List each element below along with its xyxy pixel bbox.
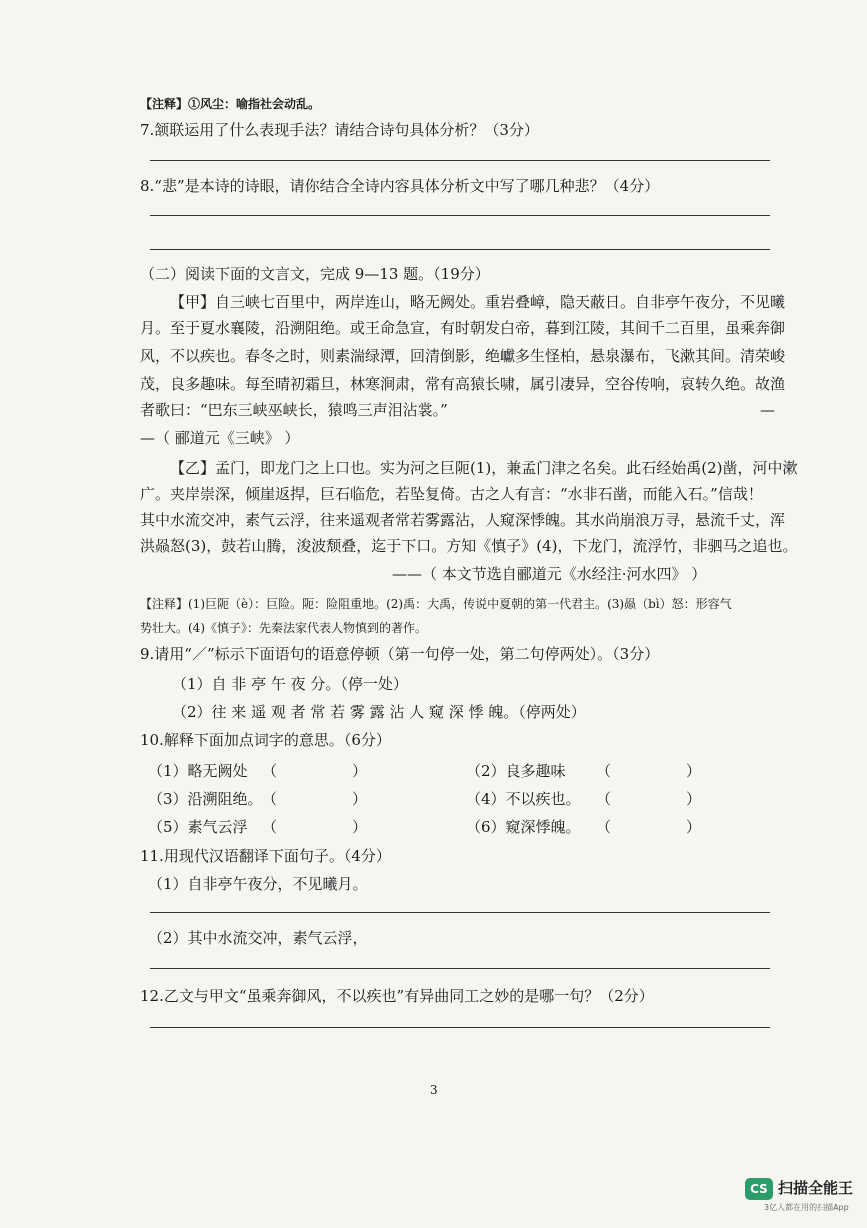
q10-item: （3）沿溯阻绝。: [148, 790, 263, 808]
answer-line[interactable]: [150, 968, 770, 969]
question-8: 8.“悲”是本诗的诗眼，请你结合全诗内容具体分析文中写了哪几种悲？（4分）: [140, 177, 660, 195]
poem-note: 【注释】①风尘：喻指社会动乱。: [140, 97, 321, 111]
yi-text-line: 其中水流交冲，素气云浮，往来遥观者常若雾露沾，人窥深悸魄。其水尚崩浪万寻，悬流千丈，浑: [140, 511, 786, 529]
answer-blank[interactable]: （ ）: [596, 790, 702, 808]
answer-blank[interactable]: （ ）: [262, 790, 368, 808]
jia-source: —（ 郦道元《三峡》 ）: [140, 429, 300, 447]
question-9: 9.请用“／”标示下面语句的语意停顿（第一句停一处，第二句停两处）。（3分）: [140, 645, 660, 663]
jia-text-line: 【甲】自三峡七百里中，两岸连山，略无阙处。重岩叠嶂，隐天蔽日。自非亭午夜分，不见曦: [170, 293, 786, 311]
yi-source: ——（ 本文节选自郦道元《水经注·河水四》 ）: [392, 565, 707, 583]
q10-item: （1）略无阙处: [148, 762, 248, 780]
answer-blank[interactable]: （ ）: [596, 818, 702, 836]
q9-item: （2）往 来 遥 观 者 常 若 雾 露 沾 人 窥 深 悸 魄。（停两处）: [172, 703, 586, 721]
q10-item: （5）素气云浮: [148, 818, 248, 836]
page-number: 3: [430, 1083, 438, 1097]
q10-item: （6）窥深悸魄。: [466, 818, 581, 836]
jia-text-line: 风，不以疾也。春冬之时，则素湍绿潭，回清倒影，绝巘多生怪柏，悬泉瀑布，飞漱其间。清荣峻: [140, 347, 786, 365]
answer-line[interactable]: [150, 249, 770, 250]
answer-line[interactable]: [150, 1027, 770, 1028]
note-line: 势壮大。(4)《慎子》：先秦法家代表人物慎到的著作。: [140, 621, 428, 635]
jia-text-line: 茂，良多趣味。每至晴初霜旦，林寒涧肃，常有高猿长啸，属引凄异，空谷传响，哀转久绝。故渔: [140, 375, 786, 393]
answer-blank[interactable]: （ ）: [262, 818, 368, 836]
note-line: 【注释】(1)巨阨（è）：巨险。阨：险阻重地。(2)禹：大禹，传说中夏朝的第一代君主。(3)赑（bì）怒：形容气: [140, 597, 732, 611]
section-heading: （二）阅读下面的文言文，完成 9—13 题。（19分）: [140, 265, 490, 283]
camscanner-name: 扫描全能王: [778, 1179, 854, 1197]
yi-text-line: 广。夹岸崇深，倾崖返捍，巨石临危，若坠复倚。古之人有言：“水非石凿，而能入石。”信哉！: [140, 485, 763, 503]
question-7: 7.颔联运用了什么表现手法？请结合诗句具体分析？（3分）: [140, 121, 539, 139]
q9-item: （1）自 非 亭 午 夜 分。（停一处）: [172, 675, 408, 693]
answer-blank[interactable]: （ ）: [262, 762, 368, 780]
answer-line[interactable]: [150, 160, 770, 161]
camscanner-tagline: 3亿人都在用的扫描App: [764, 1203, 849, 1212]
q10-item: （2）良多趣味: [466, 762, 566, 780]
question-12: 12.乙文与甲文“虽乘奔御风，不以疾也”有异曲同工之妙的是哪一句？（2分）: [140, 987, 654, 1005]
jia-text-line: 月。至于夏水襄陵，沿溯阻绝。或王命急宣，有时朝发白帝，暮到江陵，其间千二百里，虽乘奔御: [140, 319, 786, 337]
q11-item: （1）自非亭午夜分，不见曦月。: [148, 875, 368, 893]
answer-blank[interactable]: （ ）: [596, 762, 702, 780]
answer-line[interactable]: [150, 215, 770, 216]
question-10: 10.解释下面加点词字的意思。（6分）: [140, 731, 391, 749]
jia-text-line: 者歌曰：“巴东三峡巫峡长，猿鸣三声泪沾裳。”: [140, 401, 448, 419]
q10-item: （4）不以疾也。: [466, 790, 581, 808]
dash: —: [760, 401, 775, 419]
camscanner-logo: CS: [745, 1178, 773, 1200]
answer-line[interactable]: [150, 912, 770, 913]
yi-text-line: 洪赑怒(3)，鼓若山腾，浚波颓叠，迄于下口。方知《慎子》(4)，下龙门，流浮竹，非驷马之追也。: [140, 537, 798, 555]
question-11: 11.用现代汉语翻译下面句子。（4分）: [140, 847, 391, 865]
yi-text-line: 【乙】孟门，即龙门之上口也。实为河之巨阨(1)，兼孟门津之名矣。此石经始禹(2)凿，河中漱: [170, 459, 798, 477]
q11-item: （2）其中水流交冲，素气云浮，: [148, 929, 368, 947]
